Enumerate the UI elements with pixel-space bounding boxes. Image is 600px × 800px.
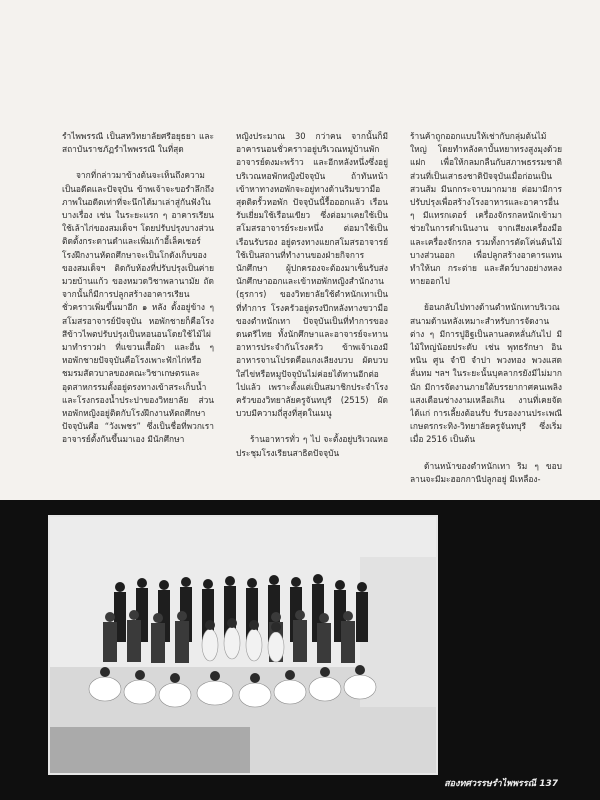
group-photo xyxy=(48,515,438,775)
text-columns xyxy=(62,130,562,484)
paragraph: ย้อนกลับไปทางด้านตำหนักเทาบริเวณสนามด้านหลังเหมาะสำหรับการจัดงานต่าง ๆ มีการปูอิฐเป็นลานลดหลั่นกันไป มีไม้ใหญ่น้อยประดับ เช่น พุทธรักษา อินทนิน ศูน จำปี จำปา พวงทอง พวงแสด ลั่นทม ฯลฯ ในระยะนั้นบุคลากรยังมีไม่มากนัก มีการจัดงานภายใต้บรรยากาศคนเพลิง แสงเดือนช่างงามเหลือเกิน งานที่เคยจัด ได้แก่ การเลี้ยงต้อนรับ รับรองงานประเพณีเกษตรกระทิง-วิทยาลัยครูจันทบุรี ซึ่งเริ่มเมื่อ 2516 เป็นต้น xyxy=(410,302,562,445)
page-footer: สองทศวรรษรำไพพรรณี 137 xyxy=(444,779,558,789)
paragraph: จากที่กล่าวมาข้างต้นจะเห็นถึงความเป็นอดีตและปัจจุบัน ข้าพเจ้าจะขอรำลึกถึงภาพในอดีตเท่าที่จะนึกได้มาเล่าสู่กันฟังในบางเรื่อง เช่น ในระยะแรก ๆ อาคารเรียนใช้เล้าไก่ของสมเด็จฯ โดยปรับปรุงบางส่วน ติดตั้งกระดานดำและเพิ่มเก้าอี้เล็คเชอร์ โรงฝึกงานหัตถศึกษาจะเป็นโกดังเก็บของของสมเด็จฯ ติดกับห้องที่ปรับปรุงเป็นค่ายมวยบ้านแก้ว ของหมวดวิชาพลานามัย ถัดจากนั้นก็มีการปลูกสร้างอาคารเรียนชั่วคราวเพิ่มขึ้นมาอีก ๑ หลัง ตั้งอยู่ข้าง ๆ สโมสรอาจารย์ปัจจุบัน หอพักชายก็คือโรงสีข้าวไพตปรับปรุงเป็นหอนอนโดยใช้ไม้ไผ่มาทำราวฝา ที่แขวนเสื้อผ้า และอื่น ๆ หอพักชายปัจจุบันคือโรงเพาะฟักไก่หรือชมรมสัตวบาลของคณะวิชาเกษตรและอุตสาหกรรมตั้งอยู่ตรงทางเข้าสระเก็บน้ำและโรงกรองน้ำประปาของวิทยาลัย ส่วนหอพักหญิงอยู่ติดกับโรงฝึกงานหัตถศึกษาปัจจุบันคือ “วังเพชร” ซึ่งเป็นชื่อที่พวกเราอาจารย์ตั้งกันขึ้นมาเอง มีนักศึกษา xyxy=(62,170,214,445)
paragraph: หญิงประมาณ 30 กว่าคน จากนั้นก็มีอาคารนอนชั่วคราวอยู่บริเวณหมู่บ้านพักอาจารย์ดงมะพร้าว และอีกหลังหนึ่งซึ่งอยู่บริเวณหอพักหญิงปัจจุบัน ถ้าทันหน้าเข้าหาทางหอพักจะอยู่ทางด้านริมขวามือสุดติดรั้วหอพัก ปัจจุบันนี้รื้อออกแล้ว เรือนรับเยี่ยมใช้เรือนเขียว ซึ่งต่อมาเคยใช้เป็นสโมสรอาจารย์ระยะหนึ่ง ต่อมาใช้เป็นเรือนรับรอง อยู่ตรงทางแยกสโมสรอาจารย์ใช้เป็นสถานที่ทำงานของฝ่ายกิจการนักศึกษา ผู้ปกครองจะต้องมาเซ็นรับส่งนักศึกษาออกและเข้าหอพักหญิงสำนักงาน (ธุรการ) ของวิทยาลัยใช้ตำหนักเทาเป็นที่ทำการ โรงครัวอยู่ตรงปีกหลังทางขวามือของตำหนักเทา ปัจจุบันเป็นที่ทำการของดนตรีไทย ทั้งนักศึกษาและอาจารย์จะทานอาหารประจำกันโรงครัว ข้าพเจ้าเองมีอาหารจานโปรดคือแกงเลียงบวบ ผัดบวบใส่ไข่หรือหมูปัจจุบันไม่ค่อยได้ทานอีกต่อไปแล้ว เพราะตั้งแต่เป็นสมาชิกประจำโรงครัวของวิทยาลัยครูจันทบุรี (2515) ผัดบวบมีความถี่สูงที่สุดในเมนู xyxy=(236,131,388,419)
paragraph: ด้านหน้าของตำหนักเทา ริม ๆ ขอบลานจะมีมะฮอกกานีปลูกอยู่ มีเหลือง- xyxy=(410,460,562,484)
text-column-2 xyxy=(236,130,388,460)
paragraph: ร้านค้าถูกออกแบบให้เช่ากับกลุ่มต้นไม้ใหญ่ โดยทำหลังคาบั้นหยาทรงสูงมุงด้วยแฝก เพื่อให้กลมกลืนกับสภาพธรรมชาติ ส่วนที่เป็นเสาธงชาติปัจจุบันเมื่อก่อนเป็นสวนส้ม มีนกกระจาบมากมาย ต่อมามีการปรับปรุงเพื่อสร้างโรงอาหารและอาคารอื่น ๆ มีแทรกเตอร์ เครื่องจักรกลหนักเข้ามาช่วยในการดำเนินงาน จากเสียงเครื่องมือและเครื่องจักรกล รวมทั้งการตัดโค่นต้นไม้บางส่วนออก เพื่อปลูกสร้างอาคารแทน ทำให้นก กระต่าย และสัตว์บางอย่างหลงหายออกไป xyxy=(410,131,562,287)
text-column-1 xyxy=(62,130,214,447)
group-photo-illustration xyxy=(50,517,436,773)
paragraph: รำไพพรรณี เป็นสหวิทยาลัยศรีอยุธยา และสถาบันราชภัฏรำไพพรรณี ในที่สุด xyxy=(62,131,214,155)
paragraph: ร้านอาหารทั่ว ๆ ไป จะตั้งอยู่บริเวณหอประชุมโรงเรียนสาธิตปัจจุบัน xyxy=(236,434,388,458)
text-column-3 xyxy=(410,130,562,486)
